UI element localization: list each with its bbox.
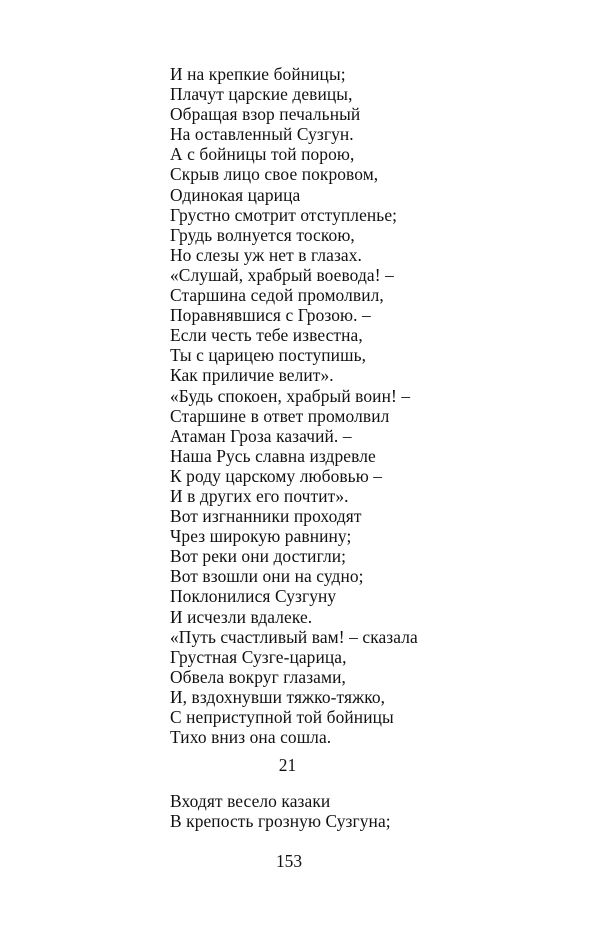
- poem-line: Вот реки они достигли;: [170, 546, 347, 567]
- poem-line: Вот изгнанники проходят: [170, 506, 362, 527]
- poem-line: Ты с царицею поступишь,: [170, 345, 367, 366]
- poem-line: Старшине в ответ промолвил: [170, 405, 390, 426]
- poem-line: Поравнявшися с Грозою. –: [170, 305, 371, 326]
- poem-line: А с бойницы той порою,: [170, 144, 355, 165]
- poem-line: Старшина седой промолвил,: [170, 285, 384, 306]
- poem-line: Грустно смотрит отступленье;: [170, 204, 398, 225]
- poem-line: Входят весело казаки: [170, 791, 331, 811]
- section-number: 21: [278, 755, 297, 775]
- poem-line: Тихо вниз она сошла.: [170, 727, 332, 748]
- poem-line: Наша Русь славна издревле: [170, 445, 376, 466]
- poem-line: К роду царскому любовью –: [170, 465, 383, 486]
- poem-line: В крепость грозную Сузгуна;: [170, 811, 391, 832]
- poem-line: И исчезли вдалеке.: [170, 606, 313, 627]
- poem-line: Вот взошли они на судно;: [170, 566, 364, 587]
- poem-line: «Путь счастливый вам! – сказала: [170, 626, 418, 647]
- poem-line: Но слезы уж нет в глазах.: [170, 244, 362, 265]
- poem-line: Грустная Сузге-царица,: [170, 646, 347, 667]
- poem-line: И в других его почтит».: [170, 485, 349, 506]
- page-number: 153: [275, 851, 303, 871]
- poem-line: Скрыв лицо свое покровом,: [170, 164, 379, 185]
- poem-line: И, вздохнувши тяжко-тяжко,: [170, 686, 386, 707]
- poem-line: Если честь тебе известна,: [170, 325, 363, 346]
- poem-line: «Будь спокоен, храбрый воин! –: [170, 385, 411, 406]
- poem-line: Обращая взор печальный: [170, 104, 361, 125]
- poem-line: Обвела вокруг глазами,: [170, 666, 346, 687]
- poem-stanza: [170, 791, 570, 831]
- poem-line: Чрез широкую равнину;: [170, 526, 352, 547]
- poem-line: Атаман Гроза казачий. –: [170, 425, 352, 446]
- poem-line: С неприступной той бойницы: [170, 707, 394, 727]
- poem-line: Одинокая царица: [170, 184, 301, 205]
- poem-stanza: [170, 64, 570, 747]
- poem-line: Грудь волнуется тоскою,: [170, 224, 355, 245]
- poem-line: И на крепкие бойницы;: [170, 64, 346, 84]
- poem-line: Поклонилися Сузгуну: [170, 586, 337, 607]
- poem-line: На оставленный Сузгун.: [170, 124, 354, 145]
- poem-line: Плачут царские девицы,: [170, 84, 353, 105]
- poem-line: Как приличие велит».: [170, 365, 334, 386]
- poem-line: «Слушай, храбрый воевода! –: [170, 264, 394, 285]
